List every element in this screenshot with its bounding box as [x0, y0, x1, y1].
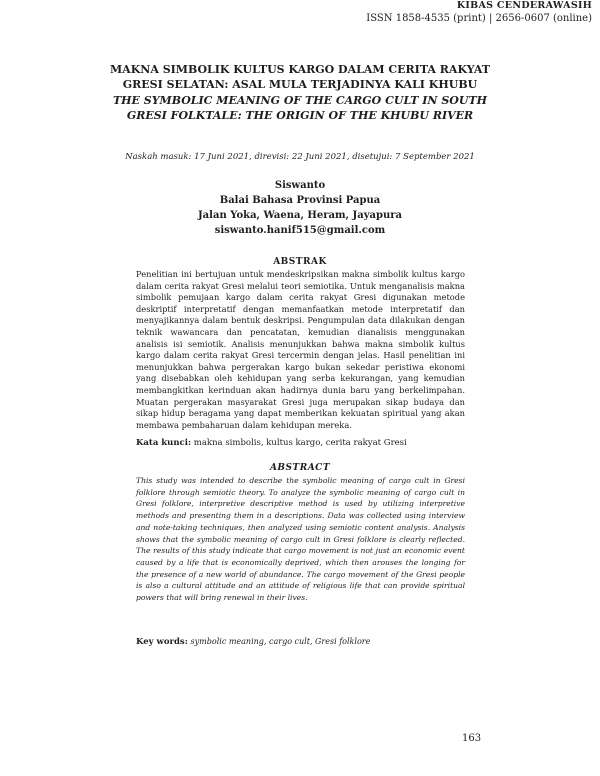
title-english: THE SYMBOLIC MEANING OF THE CARGO CULT IN SOUTH GRESI FOLKTALE: THE ORIGIN OF THE KHUBU RIVER [112, 94, 488, 122]
author-name: Siswanto [274, 180, 326, 191]
title-indonesian: MAKNA SIMBOLIK KULTUS KARGO DALAM CERITA RAKYAT GRESI SELATAN: ASAL MULA TERJADINYA KALI KHUBU [110, 63, 490, 91]
key-words-label: Key words: [136, 637, 188, 647]
kata-kunci-values: makna simbolis, kultus kargo, cerita rakyat Gresi [193, 438, 407, 448]
kata-kunci [136, 438, 465, 448]
author-block [0, 178, 600, 238]
author-address: Jalan Yoka, Waena, Heram, Jayapura [197, 210, 403, 221]
submission-dates: Naskah masuk: 17 Juni 2021, direvisi: 22 Juni 2021, disetujui: 7 September 2021 [125, 152, 475, 162]
kata-kunci-label: Kata kunci: [136, 438, 192, 448]
issn-line: ISSN 1858-4535 (print) | 2656-0607 (online) [366, 13, 592, 24]
author-institution: Balai Bahasa Provinsi Papua [219, 195, 381, 206]
page-number: 163 [462, 733, 482, 744]
abstrak-heading: ABSTRAK [273, 257, 327, 267]
journal-name: KIBAS CENDERAWASIH [456, 0, 592, 11]
abstrak-body: Penelitian ini bertujuan untuk mendeskripsikan makna simbolik kultus kargo dalam cerita rakyat Gresi melalui teori semiotika. Untuk menganalisis makna simbolik pemujaan kargo dalam cerita rakyat Gresi digunakan metode deskriptif interpretatif dengan memanfaatkan metode interpretatif dan menyajikannya dalam bentuk deskripsi. Pengumpulan data dilakukan dengan teknik wawancara dan pencatatan, kemudian dianalisis menggunakan analisis isi semiotik. Analisis menunjukkan bahwa makna simbolik kultus kargo dalam cerita rakyat Gresi tercermin dengan jelas. Hasil penelitian ini menunjukkan bahwa pergerakan kargo bukan sekedar peristiwa ekonomi yang disebabkan oleh kehidupan yang serba kekurangan, yang kemudian membangkitkan kerinduan akan hadirnya dunia baru yang berkelimpahan. Muatan pergerakan masyarakat Gresi juga merupakan sikap budaya dan sikap hidup beragama yang dapat memberikan kekuatan spiritual yang akan membawa pembaharuan dalam kehidupan mereka. [136, 269, 465, 430]
author-email: siswanto.hanif515@gmail.com [214, 225, 386, 236]
key-words-values: symbolic meaning, cargo cult, Gresi folklore [190, 637, 371, 646]
abstract-heading: ABSTRACT [269, 463, 331, 473]
key-words [136, 637, 465, 647]
abstract-body: This study was intended to describe the symbolic meaning of cargo cult in Gresi folklore through semiotic theory. To analyze the symbolic meaning of cargo cult in Gresi folklore, interpretive descriptive method is used by utilizing interpretive methods and presenting them in a descriptions. Data was collected using interview and note-taking techniques, then analyzed using semiotic content analysis. Analysis shows that the symbolic meaning of cargo cult in Gresi folklore is clearly reflected. The results of this study indicate that cargo movement is not just an economic event caused by a life that is economically deprived, which then arouses the longing for the presence of a new world of abundance. The cargo movement of the Gresi people is also a cultural attitude and an attitude of religious life that can provide spiritual powers that will bring renewal in their lives. [136, 476, 465, 603]
